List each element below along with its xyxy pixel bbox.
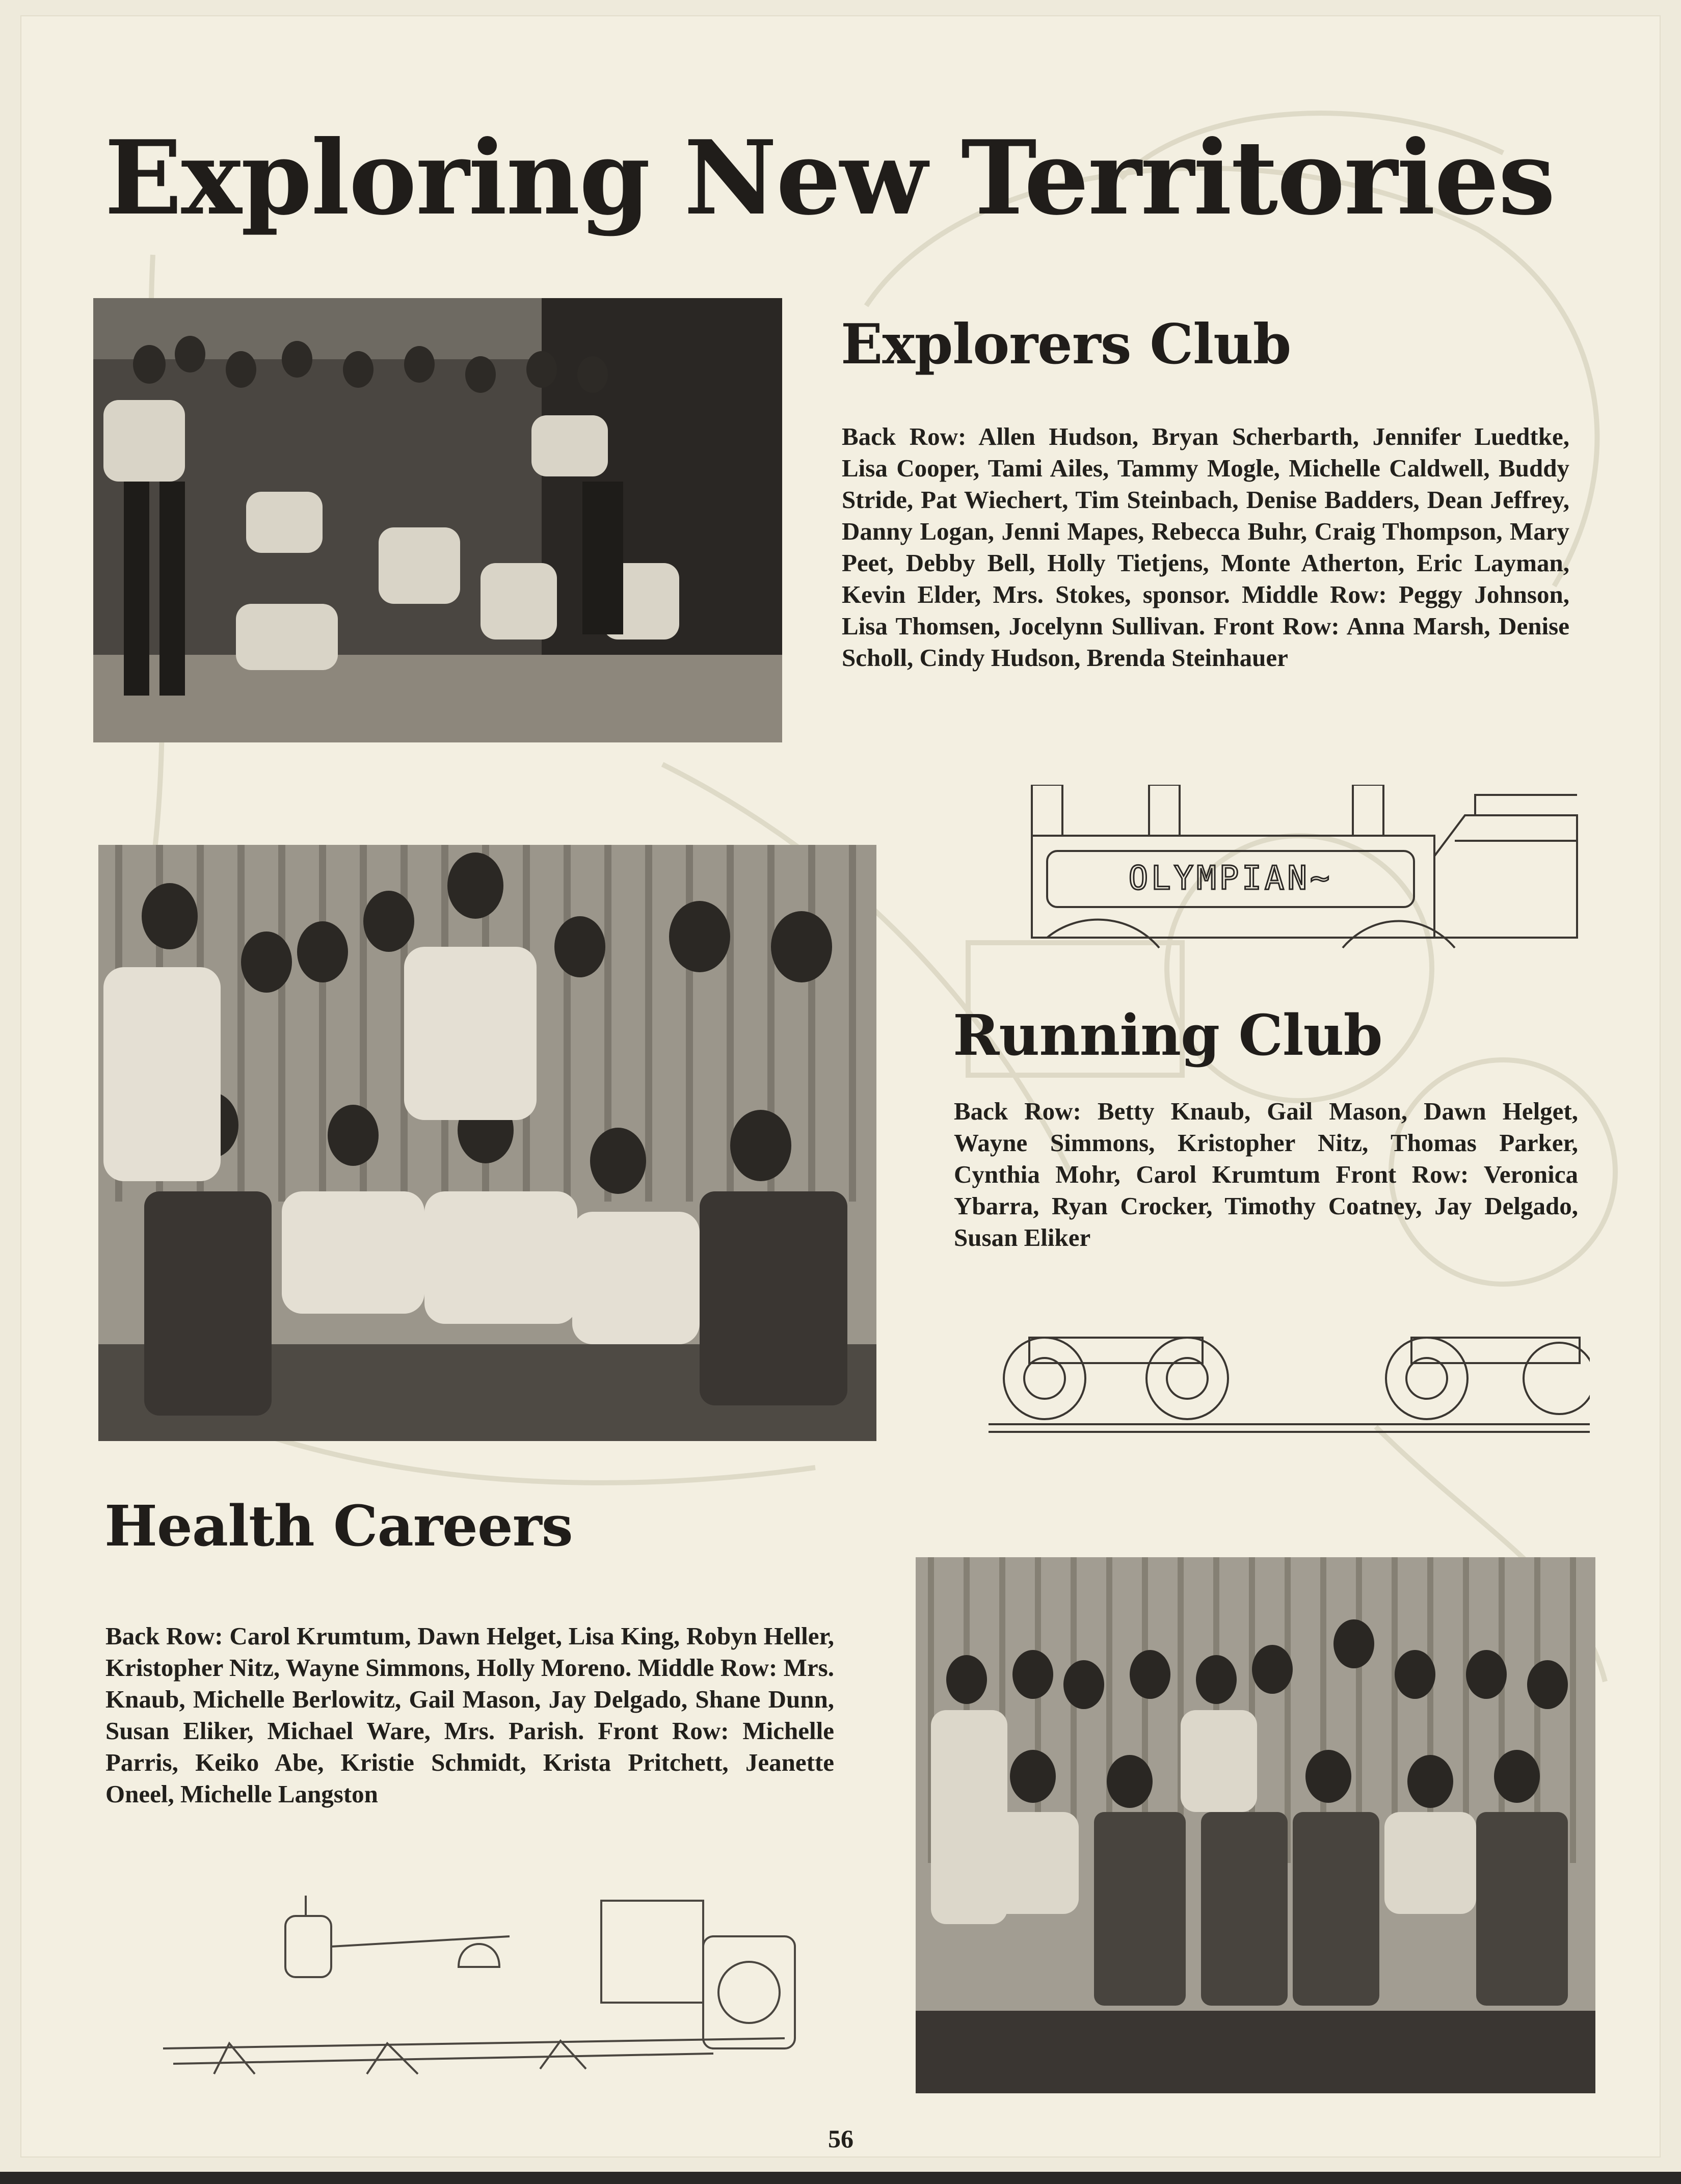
page-headline: Exploring New Territories (104, 118, 1555, 238)
wheel-truck-sketch (989, 1327, 1590, 1445)
page-number: 56 (828, 2124, 853, 2153)
scan-bottom-edge (0, 2172, 1681, 2184)
train-car-sign: OLYMPIAN~ (1128, 860, 1333, 897)
explorers-club-photo (93, 298, 782, 742)
running-club-photo (98, 845, 876, 1441)
train-car-sketch (1017, 785, 1582, 968)
health-careers-photo (916, 1557, 1595, 2093)
health-careers-title: Health Careers (104, 1493, 573, 1559)
running-club-title: Running Club (953, 1002, 1382, 1068)
handcar-sketch (153, 1896, 805, 2089)
running-club-caption: Back Row: Betty Knaub, Gail Mason, Dawn Helget, Wayne Simmons, Kristopher Nitz, Thomas Parker, Cynthia Mohr, Carol Krumtum Front Row: Veronica Ybarra, Ryan Crocker, Timothy Coatney, Jay Delgado, Susan Eliker (954, 1097, 1578, 1251)
explorers-club-caption: Back Row: Allen Hudson, Bryan Scherbarth, Jennifer Luedtke, Lisa Cooper, Tami Ailes, Tammy Mogle, Michelle Caldwell, Buddy Stride, Pat Wiechert, Tim Steinbach, Denise Badders, Dean Jeffrey, Danny Logan, Jenni Mapes, Rebecca Buhr, Craig Thompson, Mary Peet, Debby Bell, Holly Tietjens, Monte Atherton, Eric Layman, Kevin Elder, Mrs. Stokes, sponsor. Middle Row: Peggy Johnson, Lisa Thomsen, Jocelynn Sullivan. Front Row: Anna Marsh, Denise Scholl, Cindy Hudson, Brenda Steinhauer (842, 422, 1569, 672)
health-careers-caption: Back Row: Carol Krumtum, Dawn Helget, Lisa King, Robyn Heller, Kristopher Nitz, Wayne Simmons, Holly Moreno. Middle Row: Mrs. Knaub, Michelle Berlowitz, Gail Mason, Jay Delgado, Shane Dunn, Susan Eliker, Michael Ware, Mrs. Parish. Front Row: Michelle Parris, Keiko Abe, Kristie Schmidt, Krista Pritchett, Jeanette Oneel, Michelle Langston (105, 1622, 834, 1808)
explorers-club-title: Explorers Club (841, 312, 1291, 377)
